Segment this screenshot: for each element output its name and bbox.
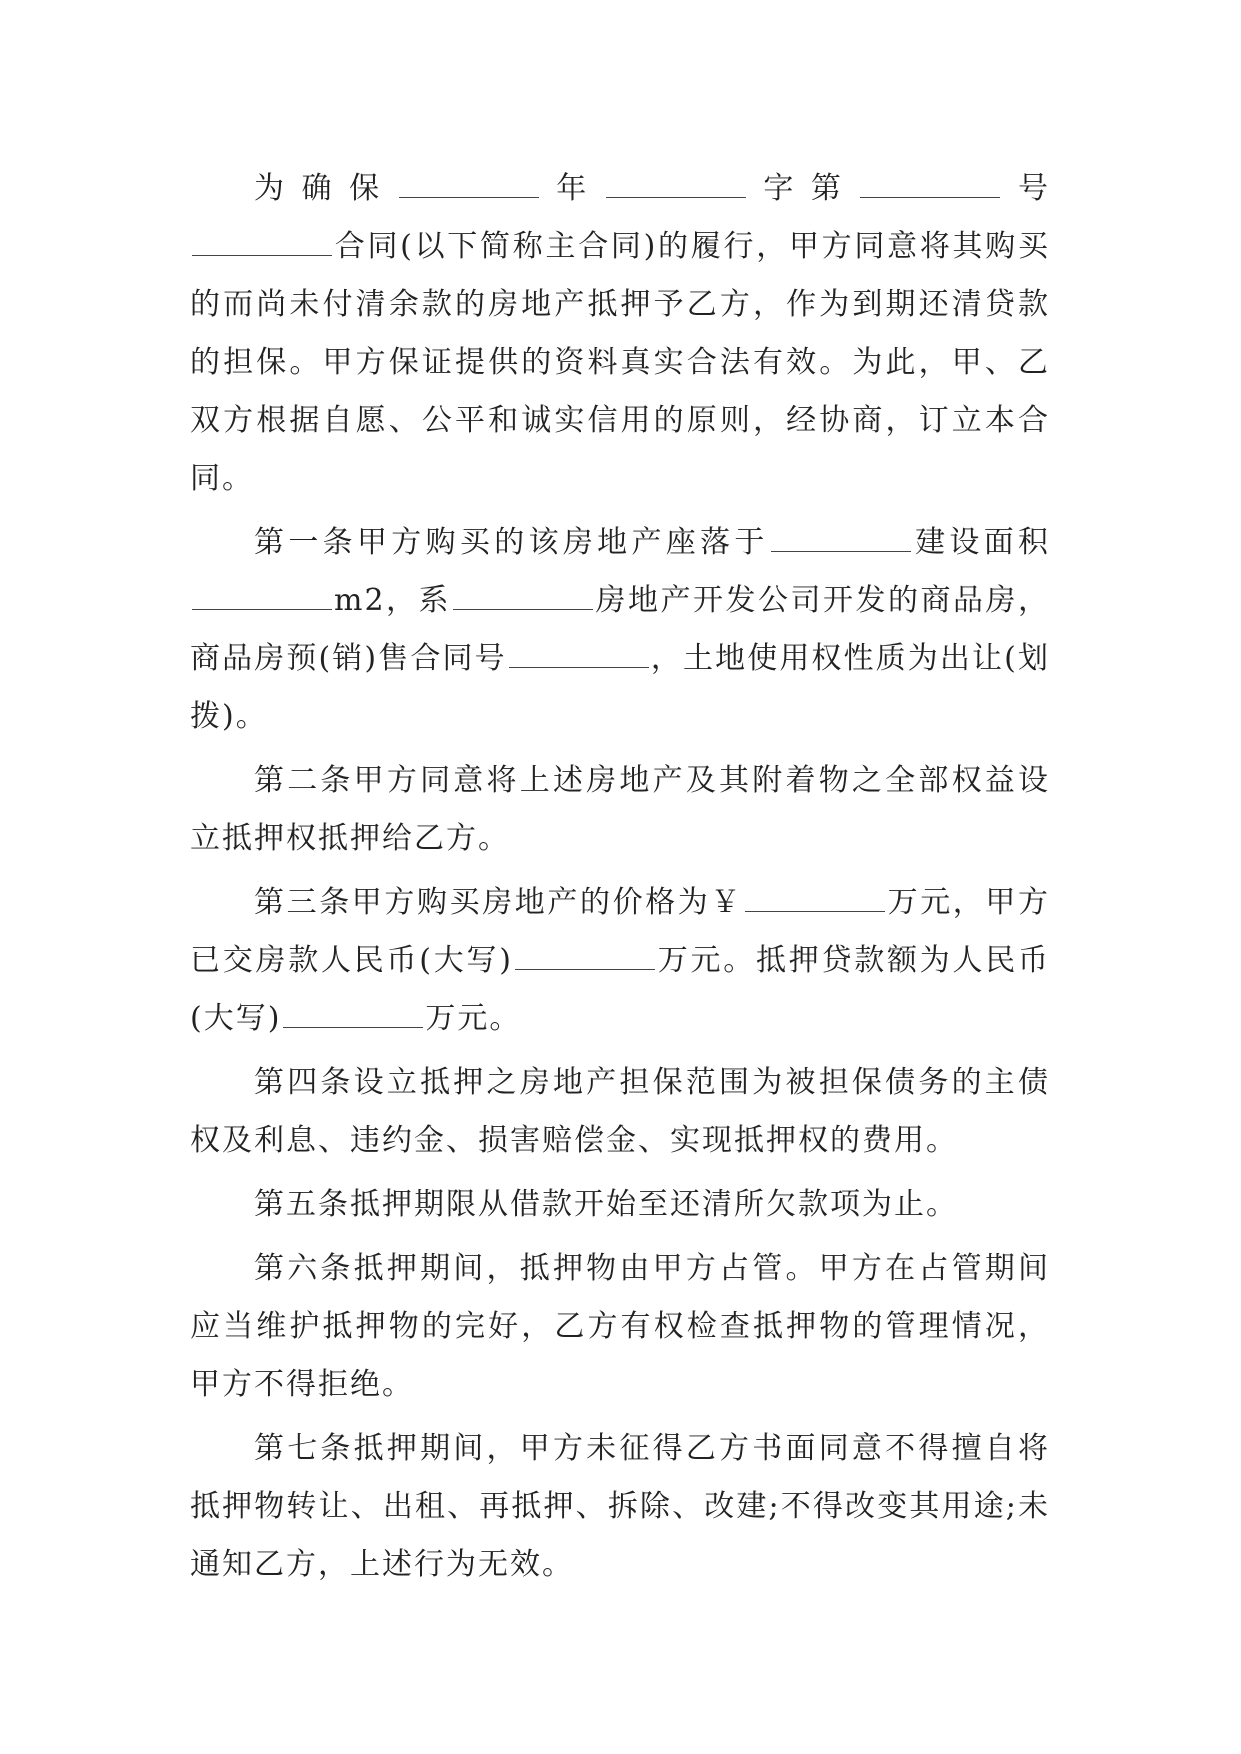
text-segment: 建设面积 — [912, 525, 1051, 560]
text-segment: 房地产开发公司开发的商品房，商品房预(销)售合同号 — [190, 583, 1050, 676]
document-body — [190, 160, 1050, 1600]
text-segment: 万元。抵押贷款额为人民币(大写) — [190, 943, 1050, 1036]
text-segment: 号 — [1002, 171, 1051, 206]
text-segment: 年 — [540, 171, 604, 206]
blank-field-loan-amount[interactable] — [283, 997, 423, 1028]
blank-field-location[interactable] — [771, 521, 911, 552]
text-segment: 万元。 — [425, 1001, 522, 1036]
paragraph-article-5: 第五条抵押期限从借款开始至还清所欠款项为止。 — [254, 1187, 958, 1222]
text-segment: m2，系 — [334, 583, 452, 618]
text-segment: 字第 — [747, 171, 859, 206]
text-segment: 第一条甲方购买的该房地产座落于 — [254, 525, 769, 560]
blank-field-word-prefix[interactable] — [606, 167, 746, 198]
paragraph-preamble — [190, 160, 1050, 508]
blank-field-presale-contract-number[interactable] — [509, 637, 649, 668]
blank-field-price[interactable] — [745, 881, 885, 912]
text-segment: 第三条甲方购买房地产的价格为￥ — [254, 885, 743, 920]
paragraph-article-4: 第四条设立抵押之房地产担保范围为被担保债务的主债权及利息、违约金、损害赔偿金、实现抵押权的费用。 — [190, 1065, 1050, 1158]
paragraph-article-7: 第七条抵押期间，甲方未征得乙方书面同意不得擅自将抵押物转让、出租、再抵押、拆除、改建;不得改变其用途;未通知乙方，上述行为无效。 — [190, 1431, 1050, 1582]
blank-field-contract-name[interactable] — [192, 225, 332, 256]
paragraph-article-3 — [190, 874, 1050, 1048]
blank-field-paid-amount[interactable] — [515, 939, 655, 970]
paragraph-article-1 — [190, 514, 1050, 746]
text-segment: 合同(以下简称主合同)的履行，甲方同意将其购买的而尚未付清余款的房地产抵押予乙方，作为到期还清贷款的担保。甲方保证提供的资料真实合法有效。为此，甲、乙双方根据自愿、公平和诚实信用的原则，经协商，订立本合同。 — [190, 229, 1050, 496]
blank-field-number[interactable] — [860, 167, 1000, 198]
blank-field-developer[interactable] — [453, 579, 593, 610]
blank-field-area[interactable] — [192, 579, 332, 610]
text-segment: ，土地使用权性质为出让(划拨)。 — [190, 641, 1050, 734]
text-segment: 为确保 — [254, 171, 397, 206]
text-segment: 万元，甲方已交房款人民币(大写) — [190, 885, 1050, 978]
paragraph-article-2: 第二条甲方同意将上述房地产及其附着物之全部权益设立抵押权抵押给乙方。 — [190, 763, 1050, 856]
blank-field-year-prefix[interactable] — [399, 167, 539, 198]
paragraph-article-6: 第六条抵押期间，抵押物由甲方占管。甲方在占管期间应当维护抵押物的完好，乙方有权检查抵押物的管理情况，甲方不得拒绝。 — [190, 1251, 1050, 1402]
